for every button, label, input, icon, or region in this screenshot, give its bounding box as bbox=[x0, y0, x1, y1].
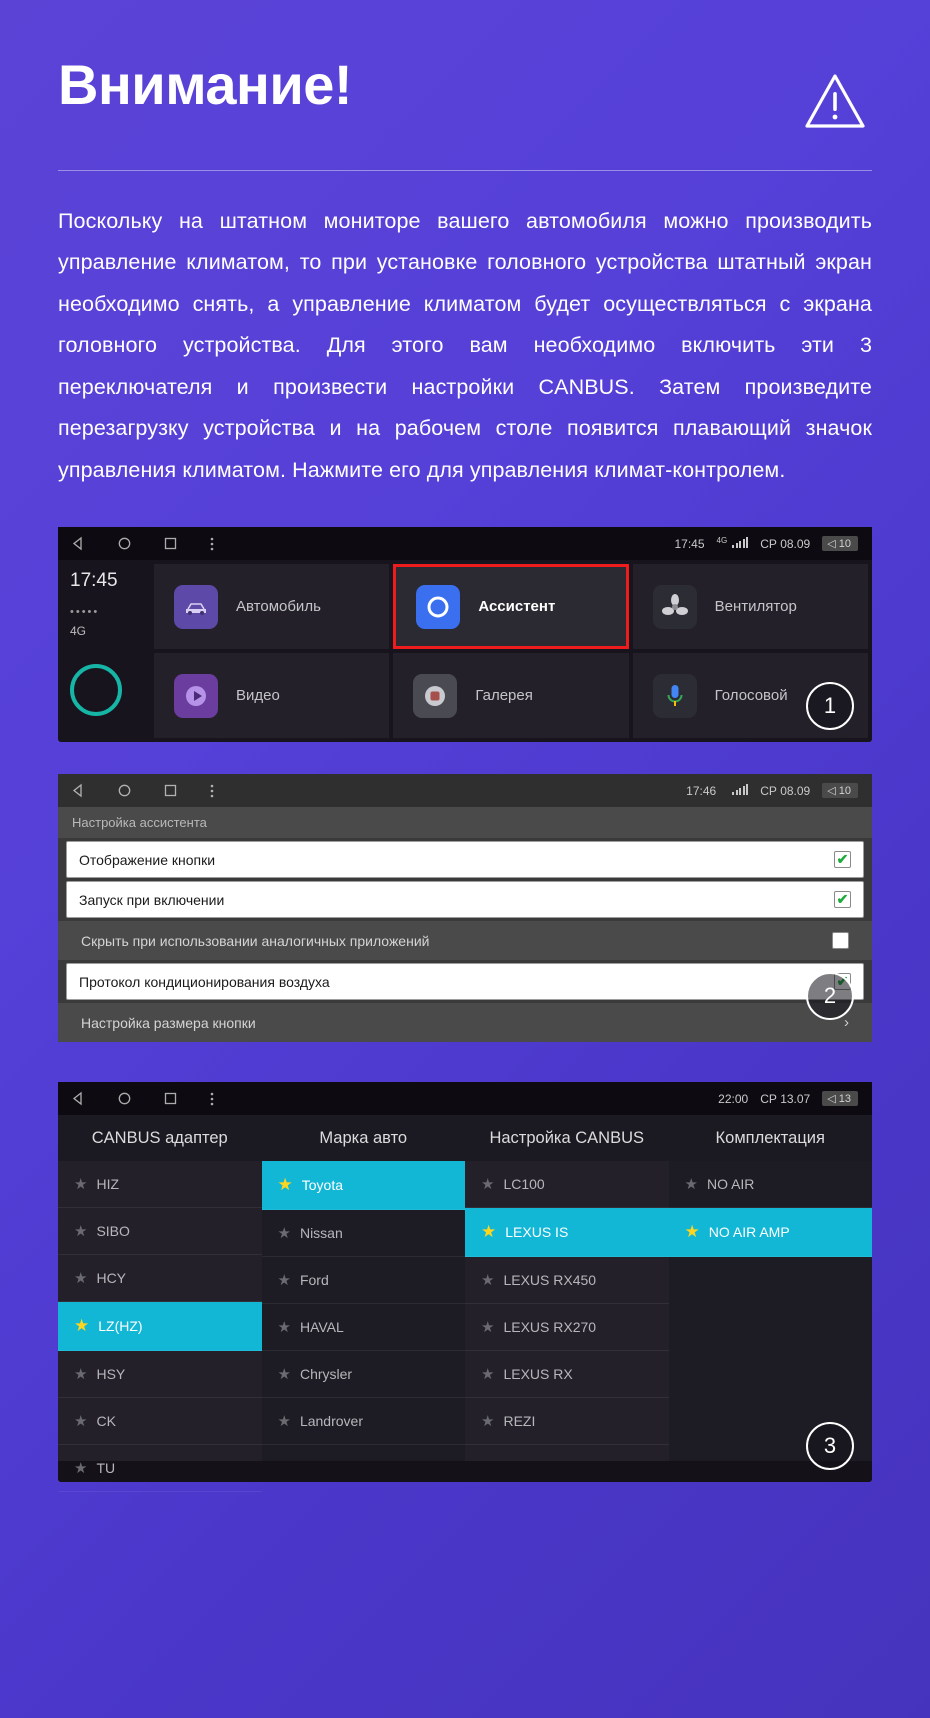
list-item[interactable] bbox=[58, 1255, 262, 1302]
list-item-label: NO AIR bbox=[706, 1176, 755, 1193]
setting-label: Отображение кнопки bbox=[79, 851, 216, 868]
star-icon: ★ bbox=[277, 1413, 291, 1431]
home-icon[interactable] bbox=[118, 537, 131, 550]
launcher-clock-time: 17:45 bbox=[70, 570, 118, 592]
checkbox-show-button[interactable]: ✔ bbox=[834, 851, 851, 868]
list-item-label: SIBO bbox=[96, 1223, 130, 1240]
list-item[interactable] bbox=[262, 1210, 466, 1257]
list-item[interactable] bbox=[669, 1161, 873, 1208]
header-divider bbox=[58, 170, 872, 171]
screenshot-assistant-settings bbox=[58, 774, 872, 1032]
tile-label: Голосовой bbox=[714, 687, 788, 705]
chevron-right-icon: › bbox=[844, 1014, 849, 1032]
warning-triangle-icon bbox=[804, 72, 866, 137]
home-icon[interactable] bbox=[118, 784, 131, 797]
list-item-label: LEXUS RX270 bbox=[503, 1319, 597, 1336]
setting-label: Протокол кондиционирования воздуха bbox=[79, 973, 330, 990]
list-item[interactable] bbox=[58, 1445, 262, 1492]
list-item[interactable] bbox=[262, 1257, 466, 1304]
launcher-signal-dots: ••••• bbox=[70, 606, 100, 619]
back-icon[interactable] bbox=[72, 784, 85, 797]
statusbar-date: СР 08.09 bbox=[760, 536, 811, 551]
setting-row-show-button[interactable] bbox=[66, 841, 864, 878]
column-brand[interactable] bbox=[262, 1161, 466, 1461]
setting-row-hide-similar[interactable] bbox=[58, 921, 872, 960]
tab-canbus-adapter[interactable]: CANBUS адаптер bbox=[91, 1129, 228, 1148]
list-item[interactable] bbox=[465, 1398, 669, 1445]
video-icon bbox=[174, 674, 218, 718]
list-item-selected[interactable] bbox=[465, 1208, 669, 1257]
checkbox-hide-similar[interactable] bbox=[832, 932, 849, 949]
tile-gallery[interactable] bbox=[393, 653, 628, 738]
tile-label: Вентилятор bbox=[714, 598, 797, 616]
canbus-tabs bbox=[58, 1115, 872, 1161]
star-icon: ★ bbox=[481, 1413, 495, 1431]
column-trim[interactable] bbox=[669, 1161, 873, 1461]
recents-icon[interactable] bbox=[164, 537, 177, 550]
back-icon[interactable] bbox=[72, 537, 85, 550]
list-item-label: Nissan bbox=[299, 1225, 343, 1242]
statusbar-battery: ◁ 10 bbox=[822, 536, 858, 551]
list-item-label: HCY bbox=[96, 1270, 127, 1287]
star-icon: ★ bbox=[481, 1366, 495, 1384]
tab-trim[interactable]: Комплектация bbox=[715, 1129, 825, 1148]
list-item-label: REZI bbox=[503, 1413, 536, 1430]
list-item[interactable] bbox=[58, 1161, 262, 1208]
overflow-menu-icon[interactable] bbox=[210, 537, 214, 551]
step-badge-3: 3 bbox=[806, 1422, 854, 1470]
setting-label: Скрыть при использовании аналогичных приложений bbox=[81, 932, 430, 949]
home-icon[interactable] bbox=[118, 1092, 131, 1105]
overflow-menu-icon[interactable] bbox=[210, 1092, 214, 1106]
star-icon: ★ bbox=[277, 1225, 291, 1243]
list-item-label: LEXUS IS bbox=[505, 1224, 569, 1241]
tile-video[interactable] bbox=[154, 653, 389, 738]
overflow-menu-icon[interactable] bbox=[210, 784, 214, 798]
list-item[interactable] bbox=[465, 1351, 669, 1398]
star-icon: ★ bbox=[277, 1319, 291, 1337]
statusbar-network: 4G bbox=[717, 536, 749, 551]
statusbar-date: СР 08.09 bbox=[760, 783, 811, 798]
star-icon: ★ bbox=[74, 1176, 88, 1194]
settings-section-title: Настройка ассистента bbox=[58, 807, 872, 838]
car-icon bbox=[174, 585, 218, 629]
star-icon: ★ bbox=[684, 1222, 700, 1242]
list-item[interactable] bbox=[58, 1398, 262, 1445]
tile-label: Галерея bbox=[475, 687, 533, 705]
tile-fan[interactable] bbox=[633, 564, 868, 649]
canbus-columns bbox=[58, 1161, 872, 1478]
step-badge-2: 2 bbox=[806, 972, 854, 1020]
list-item[interactable] bbox=[262, 1398, 466, 1445]
statusbar-time: 22:00 bbox=[718, 1091, 749, 1106]
star-icon: ★ bbox=[277, 1366, 291, 1384]
list-item-label: TU bbox=[96, 1460, 116, 1477]
star-icon: ★ bbox=[74, 1316, 90, 1336]
star-icon: ★ bbox=[481, 1222, 497, 1242]
recents-icon[interactable] bbox=[164, 1092, 177, 1105]
launcher-clock-widget bbox=[58, 560, 154, 742]
tile-assistant[interactable] bbox=[393, 564, 628, 649]
tile-label: Видео bbox=[236, 687, 280, 705]
launcher-ring-widget bbox=[70, 664, 122, 716]
list-item-selected[interactable] bbox=[262, 1161, 466, 1210]
tab-canbus-settings[interactable]: Настройка CANBUS bbox=[489, 1129, 645, 1148]
statusbar-signal bbox=[728, 784, 748, 798]
statusbar-date: СР 13.07 bbox=[760, 1091, 811, 1106]
recents-icon[interactable] bbox=[164, 784, 177, 797]
star-icon: ★ bbox=[74, 1223, 88, 1241]
fan-icon bbox=[653, 585, 697, 629]
list-item[interactable] bbox=[465, 1304, 669, 1351]
launcher-area bbox=[58, 560, 872, 742]
star-icon: ★ bbox=[481, 1272, 495, 1290]
list-item[interactable] bbox=[262, 1351, 466, 1398]
list-item-label: Landrover bbox=[299, 1413, 363, 1430]
setting-label: Настройка размера кнопки bbox=[81, 1014, 256, 1031]
star-icon: ★ bbox=[277, 1272, 291, 1290]
tile-label: Ассистент bbox=[478, 598, 556, 616]
page-title: Внимание! bbox=[58, 53, 353, 116]
tile-car[interactable] bbox=[154, 564, 389, 649]
statusbar-battery: ◁ 13 bbox=[822, 1091, 858, 1106]
list-item[interactable] bbox=[58, 1351, 262, 1398]
list-item-label: HIZ bbox=[96, 1176, 120, 1193]
star-icon: ★ bbox=[481, 1176, 495, 1194]
intro-paragraph: Поскольку на штатном мониторе вашего автомобиля можно производить управление климатом, то при установке головного устройства штатный экран необходимо снять, а управление климатом будет осуществляться с экрана головного устройства. Для этого вам необходимо включить эти 3 переключателя и произвести настройки CANBUS. Затем произведите перезагрузку устройства и на рабочем столе появится плавающий значок управления климатом. Нажмите его для управления климат-контролем. bbox=[58, 209, 872, 482]
setting-label: Запуск при включении bbox=[79, 891, 225, 908]
list-item-label: HAVAL bbox=[299, 1319, 344, 1336]
statusbar-time: 17:45 bbox=[674, 536, 705, 551]
list-item-label: CK bbox=[96, 1413, 116, 1430]
list-item[interactable] bbox=[58, 1208, 262, 1255]
step-badge-1: 1 bbox=[806, 682, 854, 730]
statusbar-3 bbox=[58, 1082, 872, 1115]
star-icon: ★ bbox=[277, 1175, 293, 1195]
statusbar-2 bbox=[58, 774, 872, 807]
star-icon: ★ bbox=[684, 1176, 698, 1194]
list-item-selected[interactable] bbox=[58, 1302, 262, 1351]
list-item-label: LZ(HZ) bbox=[98, 1318, 143, 1335]
list-item-label: LEXUS RX450 bbox=[503, 1272, 597, 1289]
setting-row-button-size[interactable] bbox=[58, 1003, 872, 1042]
list-item[interactable] bbox=[465, 1257, 669, 1304]
star-icon: ★ bbox=[481, 1319, 495, 1337]
list-item-label: LEXUS RX bbox=[503, 1366, 573, 1383]
list-item-label: NO AIR AMP bbox=[708, 1224, 790, 1241]
list-item-label: Toyota bbox=[301, 1177, 343, 1194]
list-item-label: HSY bbox=[96, 1366, 126, 1383]
column-model[interactable] bbox=[465, 1161, 669, 1461]
list-item-label: Chrysler bbox=[299, 1366, 353, 1383]
list-item-selected[interactable] bbox=[669, 1208, 873, 1257]
star-icon: ★ bbox=[74, 1460, 88, 1478]
assistant-icon bbox=[416, 585, 460, 629]
column-adapter[interactable] bbox=[58, 1161, 262, 1478]
setting-row-autostart[interactable] bbox=[66, 881, 864, 918]
microphone-icon bbox=[653, 674, 697, 718]
list-item[interactable] bbox=[262, 1304, 466, 1351]
list-item-label: LC100 bbox=[503, 1176, 545, 1193]
statusbar-battery: ◁ 10 bbox=[822, 783, 858, 798]
launcher-network-label: 4G bbox=[70, 624, 87, 639]
checkbox-autostart[interactable]: ✔ bbox=[834, 891, 851, 908]
list-item-label: Ford bbox=[299, 1272, 329, 1289]
star-icon: ★ bbox=[74, 1366, 88, 1384]
statusbar-time: 17:46 bbox=[686, 783, 717, 798]
screenshot-canbus bbox=[58, 1082, 872, 1482]
list-item[interactable] bbox=[465, 1161, 669, 1208]
gallery-icon bbox=[413, 674, 457, 718]
tab-car-brand[interactable]: Марка авто bbox=[319, 1129, 408, 1148]
screenshot-launcher bbox=[58, 527, 872, 742]
statusbar-1 bbox=[58, 527, 872, 560]
tile-label: Автомобиль bbox=[236, 598, 321, 616]
launcher-tiles bbox=[154, 560, 872, 742]
star-icon: ★ bbox=[74, 1270, 88, 1288]
setting-row-ac-protocol[interactable] bbox=[66, 963, 864, 1000]
page-header bbox=[58, 42, 872, 137]
back-icon[interactable] bbox=[72, 1092, 85, 1105]
star-icon: ★ bbox=[74, 1413, 88, 1431]
